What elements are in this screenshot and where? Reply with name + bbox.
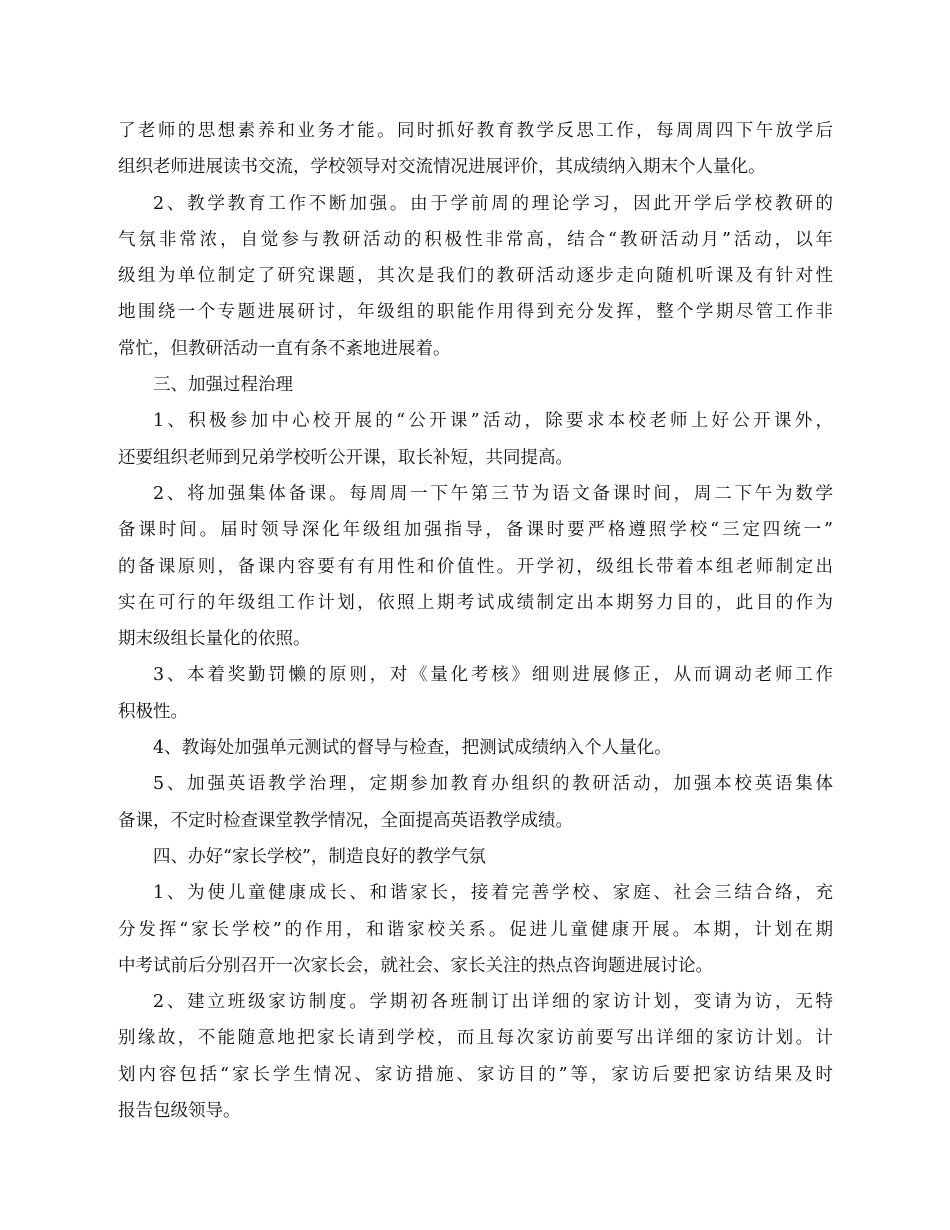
text-line: 划内容包括“家长学生情况、家访措施、家访目的”等，家访后要把家访结果及时	[118, 1064, 833, 1085]
text-line: 还要组织老师到兄弟学校听公开课，取长补短，共同提高。	[118, 447, 573, 468]
text-line: 3、本着奖勤罚懒的原则，对《量化考核》细则进展修正，从而调动老师工作	[153, 665, 833, 686]
text-line: 2、将加强集体备课。每周周一下午第三节为语文备课时间，周二下午为数学	[153, 483, 833, 504]
text-line: 备课时间。届时领导深化年级组加强指导，备课时要严格遵照学校“三定四统一”	[118, 520, 833, 541]
text-line: 报告包级领导。	[118, 1101, 241, 1122]
text-line: 常忙，但教研活动一直有条不紊地进展着。	[118, 338, 451, 359]
text-line: 4、教诲处加强单元测试的督导与检查，把测试成绩纳入个人量化。	[153, 738, 672, 759]
text-line: 级组为单位制定了研究课题，其次是我们的教研活动逐步走向随机听课及有针对性	[118, 266, 833, 287]
text-line: 积极性。	[118, 701, 188, 722]
text-line: 气氛非常浓，自觉参与教研活动的积极性非常高，结合“教研活动月”活动，以年	[118, 229, 833, 250]
text-line: 2、建立班级家访制度。学期初各班制订出详细的家访计划，变请为访，无特	[153, 992, 833, 1013]
text-line: 期末级组长量化的依照。	[118, 629, 311, 650]
text-line: 组织老师进展读书交流，学校领导对交流情况进展评价，其成绩纳入期末个人量化。	[118, 157, 766, 178]
text-line: 地围绕一个专题进展研讨，年级组的职能作用得到充分发挥，整个学期尽管工作非	[118, 302, 833, 323]
text-line: 三、加强过程治理	[153, 375, 293, 396]
text-line: 实在可行的年级组工作计划，依照上期考试成绩制定出本期努力目的，此目的作为	[118, 592, 833, 613]
text-line: 备课，不定时检查课堂教学情况，全面提高英语教学成绩。	[118, 810, 573, 831]
text-line: 四、办好“家长学校”，制造良好的教学气氛	[153, 846, 486, 867]
text-line: 中考试前后分别召开一次家长会，就社会、家长关注的热点咨询题进展讨论。	[118, 955, 713, 976]
text-line: 了老师的思想素养和业务才能。同时抓好教育教学反思工作，每周周四下午放学后	[118, 121, 833, 141]
text-line: 的备课原则，备课内容要有有用性和价值性。开学初，级组长带着本组老师制定出	[118, 556, 833, 577]
text-line: 别缘故，不能随意地把家长请到学校，而且每次家访前要写出详细的家访计划。计	[118, 1028, 833, 1049]
document-page	[118, 113, 833, 1129]
text-line: 5、加强英语教学治理，定期参加教育办组织的教研活动，加强本校英语集体	[153, 774, 833, 795]
text-line: 1、积极参加中心校开展的“公开课”活动，除要求本校老师上好公开课外，	[153, 411, 833, 432]
text-line: 分发挥“家长学校”的作用，和谐家校关系。促进儿童健康开展。本期，计划在期	[118, 919, 833, 940]
text-line: 2、教学教育工作不断加强。由于学前周的理论学习，因此开学后学校教研的	[153, 193, 833, 214]
text-line: 1、为使儿童健康成长、和谐家长，接着完善学校、家庭、社会三结合络，充	[153, 883, 833, 904]
